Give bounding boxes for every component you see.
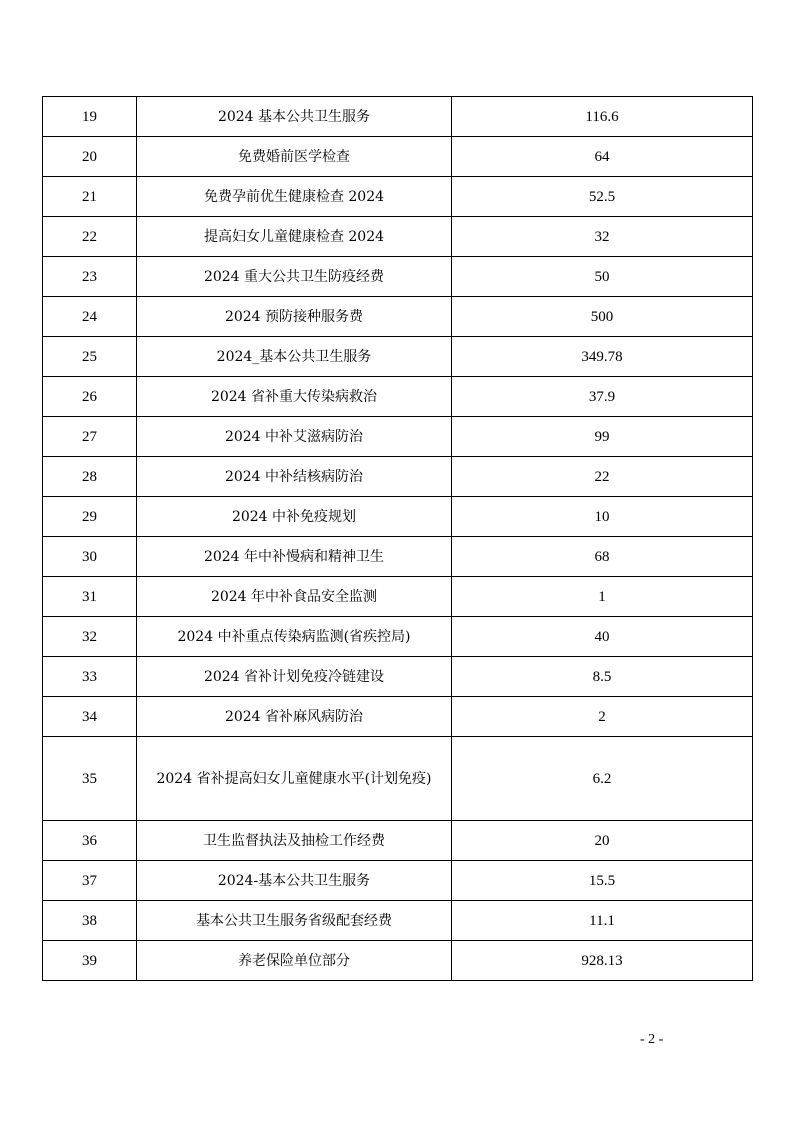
item-name: 养老保险单位部分 [137, 941, 452, 981]
table-row [43, 217, 753, 257]
row-number: 32 [43, 617, 137, 657]
row-number: 38 [43, 901, 137, 941]
item-name: 2024 基本公共卫生服务 [137, 97, 452, 137]
item-name: 2024 中补结核病防治 [137, 457, 452, 497]
item-name: 2024 预防接种服务费 [137, 297, 452, 337]
row-number: 36 [43, 821, 137, 861]
amount: 116.6 [452, 97, 753, 137]
table-row [43, 941, 753, 981]
item-name: 基本公共卫生服务省级配套经费 [137, 901, 452, 941]
item-name: 2024 省补计划免疫冷链建设 [137, 657, 452, 697]
row-number: 24 [43, 297, 137, 337]
row-number: 26 [43, 377, 137, 417]
row-number: 20 [43, 137, 137, 177]
row-number: 23 [43, 257, 137, 297]
item-name: 提高妇女儿童健康检查 2024 [137, 217, 452, 257]
amount: 6.2 [452, 737, 753, 821]
amount: 99 [452, 417, 753, 457]
row-number: 22 [43, 217, 137, 257]
item-name: 2024 重大公共卫生防疫经费 [137, 257, 452, 297]
item-name: 2024 年中补慢病和精神卫生 [137, 537, 452, 577]
table-row [43, 497, 753, 537]
budget-table [42, 96, 753, 981]
row-number: 39 [43, 941, 137, 981]
amount: 11.1 [452, 901, 753, 941]
table-row [43, 577, 753, 617]
item-name: 2024 省补重大传染病救治 [137, 377, 452, 417]
item-name: 2024 中补免疫规划 [137, 497, 452, 537]
row-number: 28 [43, 457, 137, 497]
item-name: 卫生监督执法及抽检工作经费 [137, 821, 452, 861]
item-name: 免费婚前医学检查 [137, 137, 452, 177]
table-row [43, 417, 753, 457]
row-number: 37 [43, 861, 137, 901]
amount: 8.5 [452, 657, 753, 697]
table-row [43, 617, 753, 657]
table-row [43, 137, 753, 177]
amount: 2 [452, 697, 753, 737]
table-row [43, 297, 753, 337]
row-number: 27 [43, 417, 137, 457]
table-row [43, 457, 753, 497]
row-number: 31 [43, 577, 137, 617]
table-row [43, 657, 753, 697]
amount: 1 [452, 577, 753, 617]
item-name: 2024 中补艾滋病防治 [137, 417, 452, 457]
table-row [43, 177, 753, 217]
row-number: 33 [43, 657, 137, 697]
item-name: 免费孕前优生健康检查 2024 [137, 177, 452, 217]
table-row [43, 821, 753, 861]
item-name: 2024 年中补食品安全监测 [137, 577, 452, 617]
amount: 50 [452, 257, 753, 297]
amount: 37.9 [452, 377, 753, 417]
table-row [43, 97, 753, 137]
item-name: 2024_基本公共卫生服务 [137, 337, 452, 377]
row-number: 25 [43, 337, 137, 377]
amount: 40 [452, 617, 753, 657]
amount: 22 [452, 457, 753, 497]
table-row [43, 737, 753, 821]
row-number: 29 [43, 497, 137, 537]
table-row [43, 901, 753, 941]
row-number: 30 [43, 537, 137, 577]
amount: 68 [452, 537, 753, 577]
amount: 15.5 [452, 861, 753, 901]
table-row [43, 697, 753, 737]
amount: 32 [452, 217, 753, 257]
page-number: - 2 - [640, 1032, 664, 1047]
amount: 928.13 [452, 941, 753, 981]
item-name: 2024 省补麻风病防治 [137, 697, 452, 737]
table-row [43, 337, 753, 377]
amount: 52.5 [452, 177, 753, 217]
row-number: 19 [43, 97, 137, 137]
row-number: 21 [43, 177, 137, 217]
table-row [43, 257, 753, 297]
item-name: 2024 省补提高妇女儿童健康水平(计划免疫) [137, 737, 452, 821]
amount: 20 [452, 821, 753, 861]
item-name: 2024 中补重点传染病监测(省疾控局) [137, 617, 452, 657]
amount: 10 [452, 497, 753, 537]
table-row [43, 377, 753, 417]
amount: 500 [452, 297, 753, 337]
table-row [43, 861, 753, 901]
row-number: 34 [43, 697, 137, 737]
item-name: 2024-基本公共卫生服务 [137, 861, 452, 901]
table-row [43, 537, 753, 577]
amount: 64 [452, 137, 753, 177]
row-number: 35 [43, 737, 137, 821]
amount: 349.78 [452, 337, 753, 377]
